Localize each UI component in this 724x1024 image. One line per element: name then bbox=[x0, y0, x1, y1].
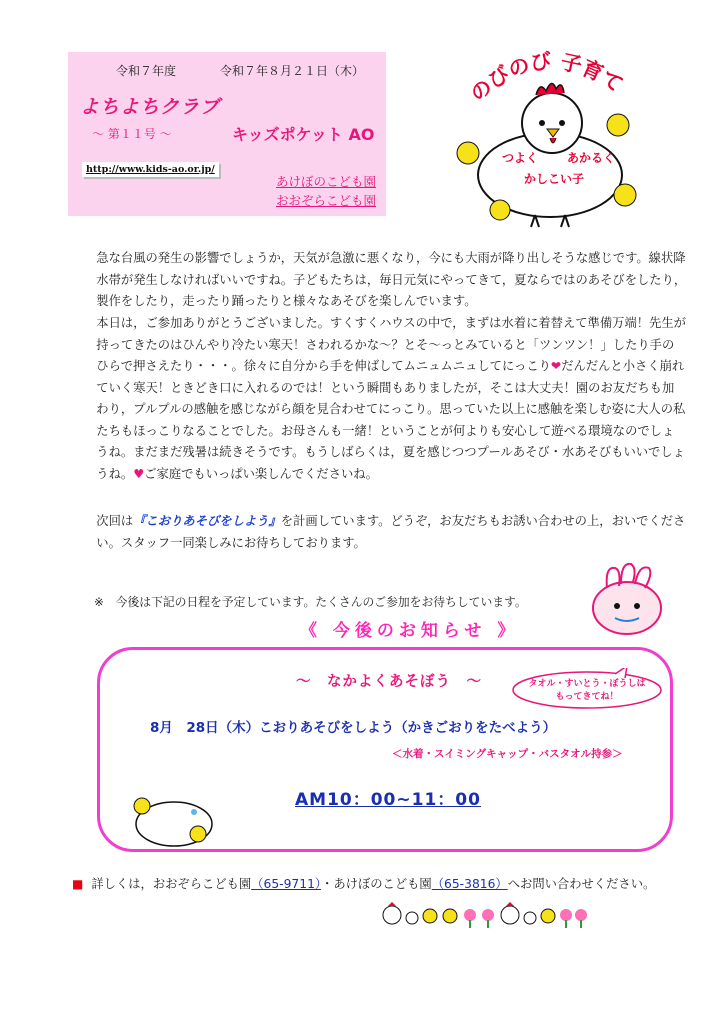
mascot-word-bright: あかるく bbox=[567, 151, 616, 165]
event-date-title: 8月 28日（木）こおりあそびをしよう（かきごおりをたべよう） bbox=[150, 720, 557, 736]
school-name-ozora: おおぞらこども園 bbox=[276, 193, 377, 208]
next-time-lead: 次回は bbox=[96, 514, 134, 528]
body-paragraph-2 bbox=[84, 313, 686, 485]
upcoming-notice-title: 《 今後のお知らせ 》 bbox=[300, 621, 520, 641]
mascot-word-smart: かしこい子 bbox=[524, 172, 585, 186]
chicks-and-flowers-decoration bbox=[378, 900, 588, 930]
contact-prefix: 詳しくは，おおぞらこども園 bbox=[91, 877, 252, 891]
heart-icon: ♥ bbox=[133, 466, 145, 481]
mascot-arc-text: のびのび 子育て bbox=[465, 48, 628, 107]
bullet-square-icon: ■ bbox=[72, 877, 84, 891]
org-name: キッズポケット AO bbox=[232, 125, 375, 144]
contact-middle: ・あけぼのこども園 bbox=[321, 877, 432, 891]
bubble-reminder-line-2: もってきてね！ bbox=[555, 692, 619, 702]
smiling-character-icon bbox=[585, 560, 675, 640]
fiscal-year: 令和７年度 bbox=[116, 64, 177, 78]
phone-akebono[interactable]: （65-3816） bbox=[431, 877, 508, 891]
contact-info bbox=[72, 874, 655, 892]
event-time: AM10：00~11：00 bbox=[295, 790, 481, 810]
paragraph-2-part-3: ご家庭でもいっぱい楽しんでくださいね。 bbox=[144, 466, 378, 481]
paragraph-2-part-2: だんだんと小さく崩れていく寒天！ときどき口に入れるのでは！という瞬間もありましたが，そこは大丈夫！園のお友だちも加わり，プルプルの感触を感じながら顔を見合わせてにっこり。思っていた以上に感触を楽しむ姿に大人の私たちもほっこりなることでした。お母さんも一緒！ということが何よりも安心して遊べる環境なのでしょうね。まだまだ残暑は続きそうです。もうしばらくは，夏を感じつつプールあそび・水あそびもいいでしょうね。 bbox=[96, 359, 686, 481]
event-items-to-bring: ＜水着・スイミングキャップ・バスタオル持参＞ bbox=[392, 748, 623, 760]
issue-number: ～ 第１１号 ～ bbox=[92, 127, 172, 141]
next-activity-title: 『こおりあそびをしよう』 bbox=[133, 514, 281, 528]
bubble-reminder-line-1: タオル・すいとう・ぼうしは bbox=[528, 679, 646, 689]
chicken-mascot-illustration bbox=[440, 45, 650, 235]
egg-with-chicks-icon bbox=[128, 790, 218, 848]
issue-date: 令和７年８月２１日（木） bbox=[220, 64, 365, 78]
contact-suffix: へお問い合わせください。 bbox=[507, 877, 656, 891]
event-theme: ～ なかよくあそぼう ～ bbox=[296, 674, 482, 690]
newsletter-header bbox=[68, 52, 386, 216]
mascot-word-strong: つよく bbox=[502, 151, 539, 165]
website-link[interactable]: http://www.kids-ao.or.jp/ bbox=[82, 162, 219, 177]
heart-icon: ❤ bbox=[550, 359, 562, 373]
club-name: よちよちクラブ bbox=[80, 96, 221, 118]
next-time-rest: を計画しています。どうぞ，お友だちもお誘い合わせの上，おいでください。スタッフ一同楽しみにお待ちしております。 bbox=[96, 514, 686, 550]
school-name-akebono: あけぼのこども園 bbox=[276, 174, 377, 189]
phone-ozora[interactable]: （65-9711） bbox=[251, 877, 322, 891]
body-paragraph-3 bbox=[84, 511, 686, 554]
schedule-notice: ※ 今後は下記の日程を予定しています。たくさんのご参加をお待ちしています。 bbox=[94, 595, 527, 609]
paragraph-2-part-1: 本日は，ご参加ありがとうございました。すくすくハウスの中で，まずは水着に着替えて準備万端！先生が持ってきたのはひんやり冷たい寒天！さわれるかな～？とそ～っとみていると「ツンツン！」したり手のひらで押さえたり・・・。徐々に自分から手を伸ばしてムニュムニュしてにっこり bbox=[96, 316, 686, 373]
body-paragraph-1: 急な台風の発生の影響でしょうか，天気が急激に悪くなり，今にも大雨が降り出しそうな感じです。線状降水帯が発生しなければいいですね。子どもたちは，毎日元気にやってきて，夏ならではのあそびをしたり，製作をしたり，走ったり踊ったりと様々なあそびを楽しんでいます。 bbox=[96, 251, 687, 308]
